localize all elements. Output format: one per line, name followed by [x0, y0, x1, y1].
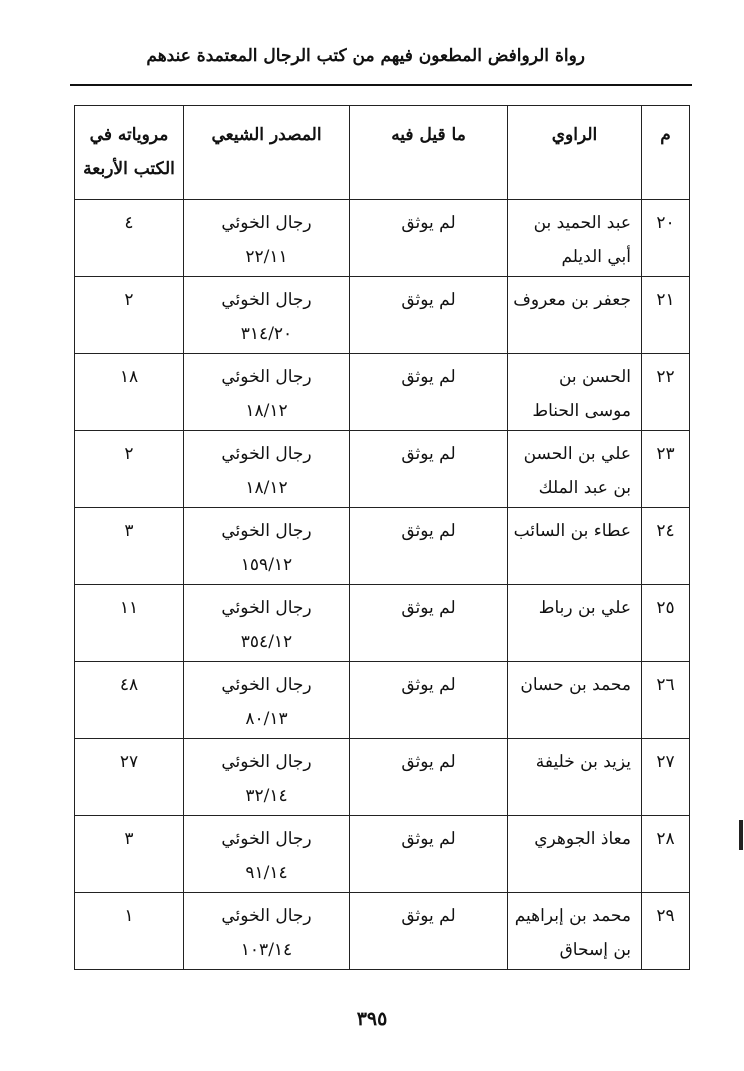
row-number: ٢٨: [642, 816, 690, 893]
table-row: [75, 893, 690, 970]
running-header: رواة الروافض المطعون فيهم من كتب الرجال المعتمدة عندهم: [146, 46, 585, 66]
said-about: لم يوثق: [350, 662, 508, 739]
source-book: رجال الخوئي: [221, 829, 312, 849]
page-number: ٣٩٥: [356, 1008, 388, 1030]
narrator-name: علي بن رباط: [508, 585, 642, 662]
said-about: لم يوثق: [350, 277, 508, 354]
scan-edge-mark: [739, 820, 743, 850]
source-ref: ٣٢/١٤: [245, 786, 288, 806]
source-cell: [184, 662, 350, 739]
narration-count: ٤٨: [75, 662, 184, 739]
narration-count: ٢٧: [75, 739, 184, 816]
said-about: لم يوثق: [350, 508, 508, 585]
said-about: لم يوثق: [350, 739, 508, 816]
source-cell: [184, 354, 350, 431]
narrator-name: عطاء بن السائب: [508, 508, 642, 585]
table-row: [75, 585, 690, 662]
source-book: رجال الخوئي: [221, 367, 312, 387]
table-row: [75, 816, 690, 893]
said-about: لم يوثق: [350, 200, 508, 277]
source-cell: [184, 816, 350, 893]
source-cell: [184, 585, 350, 662]
source-ref: ١٨/١٢: [245, 478, 288, 498]
row-number: ٢٧: [642, 739, 690, 816]
narrator-name: الحسن بن موسى الحناط: [508, 354, 642, 431]
table-row: [75, 739, 690, 816]
table-row: [75, 508, 690, 585]
narrator-name: عبد الحميد بن أبي الديلم: [508, 200, 642, 277]
narrators-table: [74, 105, 690, 970]
source-cell: [184, 277, 350, 354]
source-book: رجال الخوئي: [221, 444, 312, 464]
source-book: رجال الخوئي: [221, 906, 312, 926]
row-number: ٢٤: [642, 508, 690, 585]
row-number: ٢٥: [642, 585, 690, 662]
narrator-name: محمد بن إبراهيم بن إسحاق: [508, 893, 642, 970]
narrator-name: محمد بن حسان: [508, 662, 642, 739]
source-ref: ٣٥٤/١٢: [240, 632, 293, 652]
source-cell: [184, 431, 350, 508]
narrator-name: جعفر بن معروف: [508, 277, 642, 354]
source-book: رجال الخوئي: [221, 752, 312, 772]
narrator-name: علي بن الحسن بن عبد الملك: [508, 431, 642, 508]
row-number: ٢١: [642, 277, 690, 354]
said-about: لم يوثق: [350, 431, 508, 508]
said-about: لم يوثق: [350, 585, 508, 662]
source-cell: [184, 739, 350, 816]
source-ref: ١٠٣/١٤: [240, 940, 293, 960]
source-cell: [184, 893, 350, 970]
col-header-said: ما قيل فيه: [350, 106, 508, 200]
table-header-row: [75, 106, 690, 200]
said-about: لم يوثق: [350, 893, 508, 970]
col-header-count: مروياته في الكتب الأربعة: [75, 106, 184, 200]
col-header-narrator: الراوي: [508, 106, 642, 200]
row-number: ٢٢: [642, 354, 690, 431]
col-header-source: المصدر الشيعي: [184, 106, 350, 200]
narration-count: ١٨: [75, 354, 184, 431]
source-book: رجال الخوئي: [221, 290, 312, 310]
narrator-name: معاذ الجوهري: [508, 816, 642, 893]
source-cell: [184, 200, 350, 277]
source-book: رجال الخوئي: [221, 675, 312, 695]
said-about: لم يوثق: [350, 354, 508, 431]
row-number: ٢٦: [642, 662, 690, 739]
narration-count: ٤: [75, 200, 184, 277]
source-ref: ٢٢/١١: [245, 247, 288, 267]
narration-count: ١١: [75, 585, 184, 662]
table-row: [75, 354, 690, 431]
source-book: رجال الخوئي: [221, 213, 312, 233]
narration-count: ٢: [75, 277, 184, 354]
source-ref: ٨٠/١٣: [245, 709, 288, 729]
source-ref: ١٨/١٢: [245, 401, 288, 421]
header-divider: [70, 84, 692, 86]
row-number: ٢٠: [642, 200, 690, 277]
col-header-number: م: [642, 106, 690, 200]
said-about: لم يوثق: [350, 816, 508, 893]
narration-count: ١: [75, 893, 184, 970]
narration-count: ٣: [75, 816, 184, 893]
table-row: [75, 277, 690, 354]
source-book: رجال الخوئي: [221, 521, 312, 541]
table-row: [75, 431, 690, 508]
narrator-name: يزيد بن خليفة: [508, 739, 642, 816]
table-row: [75, 200, 690, 277]
row-number: ٢٣: [642, 431, 690, 508]
row-number: ٢٩: [642, 893, 690, 970]
source-cell: [184, 508, 350, 585]
source-ref: ٩١/١٤: [245, 863, 288, 883]
source-book: رجال الخوئي: [221, 598, 312, 618]
source-ref: ١٥٩/١٢: [240, 555, 293, 575]
narration-count: ٢: [75, 431, 184, 508]
narration-count: ٣: [75, 508, 184, 585]
table-row: [75, 662, 690, 739]
source-ref: ٣١٤/٢٠: [240, 324, 293, 344]
